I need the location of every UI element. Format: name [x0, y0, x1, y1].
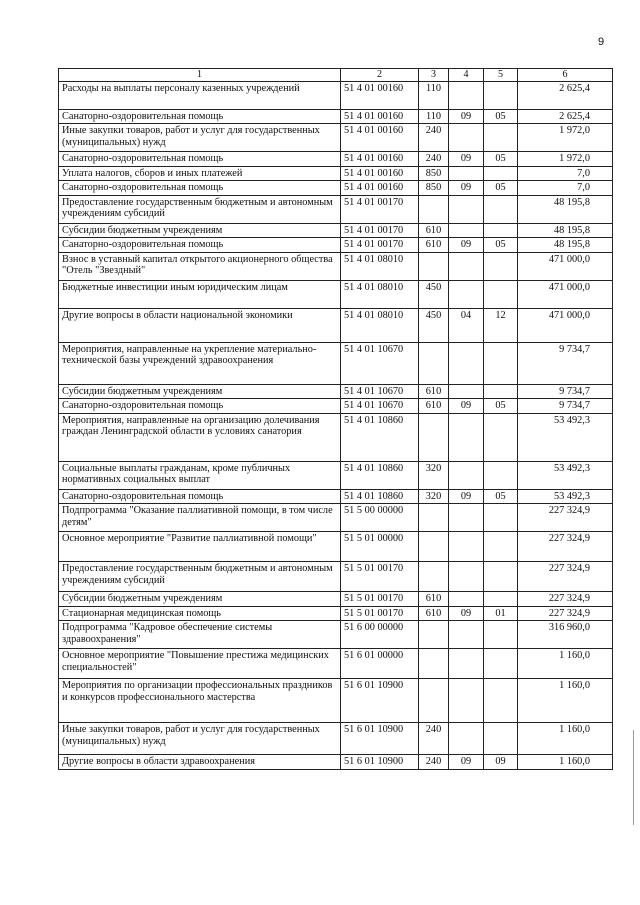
row-section-cell [449, 621, 484, 649]
row-section-cell [449, 461, 484, 489]
row-section-cell: 09 [449, 755, 484, 770]
row-code-cell: 51 4 01 00160 [341, 109, 419, 124]
row-code-cell: 51 6 01 10900 [341, 723, 419, 755]
row-amount-cell: 227 324,9 [518, 504, 613, 532]
row-subsection-cell [484, 252, 518, 280]
row-name-cell: Субсидии бюджетным учреждениям [59, 223, 341, 238]
row-amount-cell: 1 160,0 [518, 679, 613, 723]
row-subsection-cell [484, 461, 518, 489]
row-section-cell: 09 [449, 181, 484, 196]
row-expense-type-cell [419, 621, 449, 649]
row-section-cell [449, 280, 484, 308]
table-row [59, 461, 613, 489]
row-name-cell: Другие вопросы в области здравоохранения [59, 755, 341, 770]
row-section-cell [449, 252, 484, 280]
row-amount-cell: 53 492,3 [518, 489, 613, 504]
table-row [59, 81, 613, 109]
row-amount-cell: 1 160,0 [518, 649, 613, 679]
table-row [59, 723, 613, 755]
table-row [59, 504, 613, 532]
row-subsection-cell [484, 649, 518, 679]
table-row [59, 384, 613, 399]
table-row [59, 649, 613, 679]
row-code-cell: 51 4 01 10860 [341, 489, 419, 504]
row-expense-type-cell [419, 342, 449, 384]
row-expense-type-cell: 320 [419, 461, 449, 489]
row-subsection-cell [484, 562, 518, 592]
row-subsection-cell: 05 [484, 399, 518, 414]
row-name-cell: Субсидии бюджетным учреждениям [59, 384, 341, 399]
row-code-cell: 51 6 01 10900 [341, 679, 419, 723]
row-amount-cell: 471 000,0 [518, 252, 613, 280]
table-row [59, 755, 613, 770]
row-code-cell: 51 4 01 10860 [341, 461, 419, 489]
row-name-cell: Подпрограмма "Оказание паллиативной помощи, в том числе детям" [59, 504, 341, 532]
row-amount-cell: 53 492,3 [518, 413, 613, 461]
row-expense-type-cell: 610 [419, 223, 449, 238]
row-subsection-cell [484, 223, 518, 238]
row-code-cell: 51 6 00 00000 [341, 621, 419, 649]
row-name-cell: Санаторно-оздоровительная помощь [59, 181, 341, 196]
row-section-cell: 09 [449, 399, 484, 414]
row-section-cell [449, 504, 484, 532]
row-subsection-cell [484, 384, 518, 399]
row-name-cell: Субсидии бюджетным учреждениям [59, 592, 341, 607]
row-subsection-cell: 05 [484, 238, 518, 253]
table-row [59, 124, 613, 152]
row-section-cell [449, 223, 484, 238]
row-name-cell: Санаторно-оздоровительная помощь [59, 109, 341, 124]
row-subsection-cell: 12 [484, 308, 518, 342]
row-amount-cell: 2 625,4 [518, 81, 613, 109]
row-code-cell: 51 5 01 00170 [341, 562, 419, 592]
row-amount-cell: 471 000,0 [518, 308, 613, 342]
row-section-cell [449, 723, 484, 755]
row-section-cell: 09 [449, 238, 484, 253]
row-section-cell [449, 166, 484, 181]
row-name-cell: Мероприятия, направленные на организацию долечивания граждан Ленинградской области в условиях санатория [59, 413, 341, 461]
column-header: 3 [419, 69, 449, 82]
row-name-cell: Предоставление государственным бюджетным и автономным учреждениям субсидий [59, 562, 341, 592]
row-name-cell: Предоставление государственным бюджетным и автономным учреждениям субсидий [59, 195, 341, 223]
table-row [59, 152, 613, 167]
row-code-cell: 51 5 01 00000 [341, 532, 419, 562]
row-code-cell: 51 4 01 10670 [341, 399, 419, 414]
row-code-cell: 51 5 01 00170 [341, 606, 419, 621]
row-expense-type-cell [419, 195, 449, 223]
row-subsection-cell [484, 679, 518, 723]
table-row [59, 679, 613, 723]
row-subsection-cell [484, 342, 518, 384]
row-expense-type-cell: 450 [419, 280, 449, 308]
row-amount-cell: 1 972,0 [518, 152, 613, 167]
row-code-cell: 51 4 01 00170 [341, 238, 419, 253]
table-row [59, 252, 613, 280]
row-name-cell: Бюджетные инвестиции иным юридическим лицам [59, 280, 341, 308]
row-amount-cell: 227 324,9 [518, 592, 613, 607]
row-code-cell: 51 5 00 00000 [341, 504, 419, 532]
row-amount-cell: 227 324,9 [518, 562, 613, 592]
table-row [59, 342, 613, 384]
row-amount-cell: 48 195,8 [518, 238, 613, 253]
row-section-cell [449, 592, 484, 607]
row-subsection-cell [484, 592, 518, 607]
row-section-cell: 09 [449, 109, 484, 124]
row-amount-cell: 48 195,8 [518, 195, 613, 223]
table-row [59, 238, 613, 253]
table-row [59, 562, 613, 592]
row-expense-type-cell: 110 [419, 109, 449, 124]
row-amount-cell: 1 160,0 [518, 723, 613, 755]
row-section-cell [449, 342, 484, 384]
scan-edge-mark [633, 730, 634, 825]
row-expense-type-cell: 610 [419, 592, 449, 607]
row-expense-type-cell [419, 413, 449, 461]
row-amount-cell: 227 324,9 [518, 606, 613, 621]
row-code-cell: 51 4 01 08010 [341, 308, 419, 342]
table-row [59, 223, 613, 238]
row-amount-cell: 316 960,0 [518, 621, 613, 649]
row-subsection-cell: 05 [484, 152, 518, 167]
row-subsection-cell: 09 [484, 755, 518, 770]
row-subsection-cell: 05 [484, 181, 518, 196]
row-subsection-cell [484, 413, 518, 461]
row-section-cell [449, 413, 484, 461]
row-code-cell: 51 4 01 08010 [341, 252, 419, 280]
row-name-cell: Мероприятия, направленные на укрепление материально-технической базы учреждений здравоохранения [59, 342, 341, 384]
row-section-cell [449, 124, 484, 152]
row-amount-cell: 7,0 [518, 166, 613, 181]
row-section-cell [449, 81, 484, 109]
row-expense-type-cell: 320 [419, 489, 449, 504]
row-subsection-cell [484, 195, 518, 223]
row-expense-type-cell: 240 [419, 152, 449, 167]
row-name-cell: Другие вопросы в области национальной экономики [59, 308, 341, 342]
row-section-cell [449, 679, 484, 723]
row-code-cell: 51 4 01 00160 [341, 152, 419, 167]
row-name-cell: Стационарная медицинская помощь [59, 606, 341, 621]
row-section-cell [449, 384, 484, 399]
row-name-cell: Мероприятия по организации профессиональных праздников и конкурсов профессионального мастерства [59, 679, 341, 723]
budget-table [58, 68, 613, 770]
row-amount-cell: 227 324,9 [518, 532, 613, 562]
row-amount-cell: 1 972,0 [518, 124, 613, 152]
row-amount-cell: 9 734,7 [518, 342, 613, 384]
row-amount-cell: 9 734,7 [518, 399, 613, 414]
row-amount-cell: 2 625,4 [518, 109, 613, 124]
column-header: 6 [518, 69, 613, 82]
row-name-cell: Основное мероприятие "Повышение престижа медицинских специальностей" [59, 649, 341, 679]
row-expense-type-cell: 850 [419, 181, 449, 196]
row-expense-type-cell [419, 649, 449, 679]
row-expense-type-cell: 850 [419, 166, 449, 181]
row-code-cell: 51 5 01 00170 [341, 592, 419, 607]
table-row [59, 606, 613, 621]
row-amount-cell: 471 000,0 [518, 280, 613, 308]
row-expense-type-cell [419, 562, 449, 592]
row-subsection-cell [484, 621, 518, 649]
row-subsection-cell: 01 [484, 606, 518, 621]
row-name-cell: Уплата налогов, сборов и иных платежей [59, 166, 341, 181]
row-section-cell: 04 [449, 308, 484, 342]
row-subsection-cell: 05 [484, 489, 518, 504]
row-expense-type-cell: 450 [419, 308, 449, 342]
column-header: 4 [449, 69, 484, 82]
table-row [59, 109, 613, 124]
column-header: 2 [341, 69, 419, 82]
row-name-cell: Санаторно-оздоровительная помощь [59, 238, 341, 253]
row-section-cell: 09 [449, 606, 484, 621]
row-subsection-cell [484, 723, 518, 755]
row-amount-cell: 1 160,0 [518, 755, 613, 770]
row-expense-type-cell [419, 504, 449, 532]
page-number: 9 [598, 36, 605, 48]
row-subsection-cell [484, 124, 518, 152]
row-code-cell: 51 4 01 00170 [341, 195, 419, 223]
row-code-cell: 51 4 01 00160 [341, 124, 419, 152]
row-name-cell: Социальные выплаты гражданам, кроме публичных нормативных социальных выплат [59, 461, 341, 489]
row-expense-type-cell [419, 679, 449, 723]
table-row [59, 532, 613, 562]
row-expense-type-cell [419, 532, 449, 562]
row-subsection-cell [484, 280, 518, 308]
row-expense-type-cell: 240 [419, 755, 449, 770]
row-expense-type-cell: 610 [419, 238, 449, 253]
row-section-cell: 09 [449, 489, 484, 504]
table-row [59, 280, 613, 308]
table-row [59, 308, 613, 342]
row-code-cell: 51 4 01 08010 [341, 280, 419, 308]
table-row [59, 489, 613, 504]
row-subsection-cell: 05 [484, 109, 518, 124]
row-expense-type-cell: 610 [419, 399, 449, 414]
row-subsection-cell [484, 81, 518, 109]
row-expense-type-cell: 240 [419, 723, 449, 755]
row-name-cell: Взнос в уставный капитал открытого акционерного общества "Отель "Звездный" [59, 252, 341, 280]
row-amount-cell: 9 734,7 [518, 384, 613, 399]
row-code-cell: 51 4 01 00160 [341, 81, 419, 109]
row-section-cell [449, 195, 484, 223]
row-subsection-cell [484, 532, 518, 562]
row-subsection-cell [484, 166, 518, 181]
row-name-cell: Расходы на выплаты персоналу казенных учреждений [59, 81, 341, 109]
row-code-cell: 51 4 01 00170 [341, 223, 419, 238]
row-name-cell: Санаторно-оздоровительная помощь [59, 489, 341, 504]
row-name-cell: Подпрограмма "Кадровое обеспечение системы здравоохранения" [59, 621, 341, 649]
row-name-cell: Иные закупки товаров, работ и услуг для государственных (муниципальных) нужд [59, 124, 341, 152]
table-row [59, 195, 613, 223]
row-expense-type-cell: 110 [419, 81, 449, 109]
row-amount-cell: 48 195,8 [518, 223, 613, 238]
row-code-cell: 51 4 01 10670 [341, 342, 419, 384]
row-name-cell: Санаторно-оздоровительная помощь [59, 399, 341, 414]
row-code-cell: 51 4 01 10860 [341, 413, 419, 461]
row-expense-type-cell: 610 [419, 606, 449, 621]
row-section-cell: 09 [449, 152, 484, 167]
row-expense-type-cell [419, 252, 449, 280]
table-row [59, 181, 613, 196]
row-name-cell: Иные закупки товаров, работ и услуг для государственных (муниципальных) нужд [59, 723, 341, 755]
row-amount-cell: 7,0 [518, 181, 613, 196]
table-row [59, 166, 613, 181]
row-name-cell: Санаторно-оздоровительная помощь [59, 152, 341, 167]
row-code-cell: 51 4 01 10670 [341, 384, 419, 399]
column-header: 5 [484, 69, 518, 82]
row-code-cell: 51 4 01 00160 [341, 166, 419, 181]
row-section-cell [449, 562, 484, 592]
column-header: 1 [59, 69, 341, 82]
row-expense-type-cell: 240 [419, 124, 449, 152]
row-expense-type-cell: 610 [419, 384, 449, 399]
row-code-cell: 51 6 01 00000 [341, 649, 419, 679]
table-header-row [59, 69, 613, 82]
table-row [59, 592, 613, 607]
row-name-cell: Основное мероприятие "Развитие паллиативной помощи" [59, 532, 341, 562]
row-section-cell [449, 532, 484, 562]
table-row [59, 621, 613, 649]
row-code-cell: 51 6 01 10900 [341, 755, 419, 770]
table-row [59, 413, 613, 461]
row-amount-cell: 53 492,3 [518, 461, 613, 489]
table-row [59, 399, 613, 414]
row-code-cell: 51 4 01 00160 [341, 181, 419, 196]
row-subsection-cell [484, 504, 518, 532]
row-section-cell [449, 649, 484, 679]
